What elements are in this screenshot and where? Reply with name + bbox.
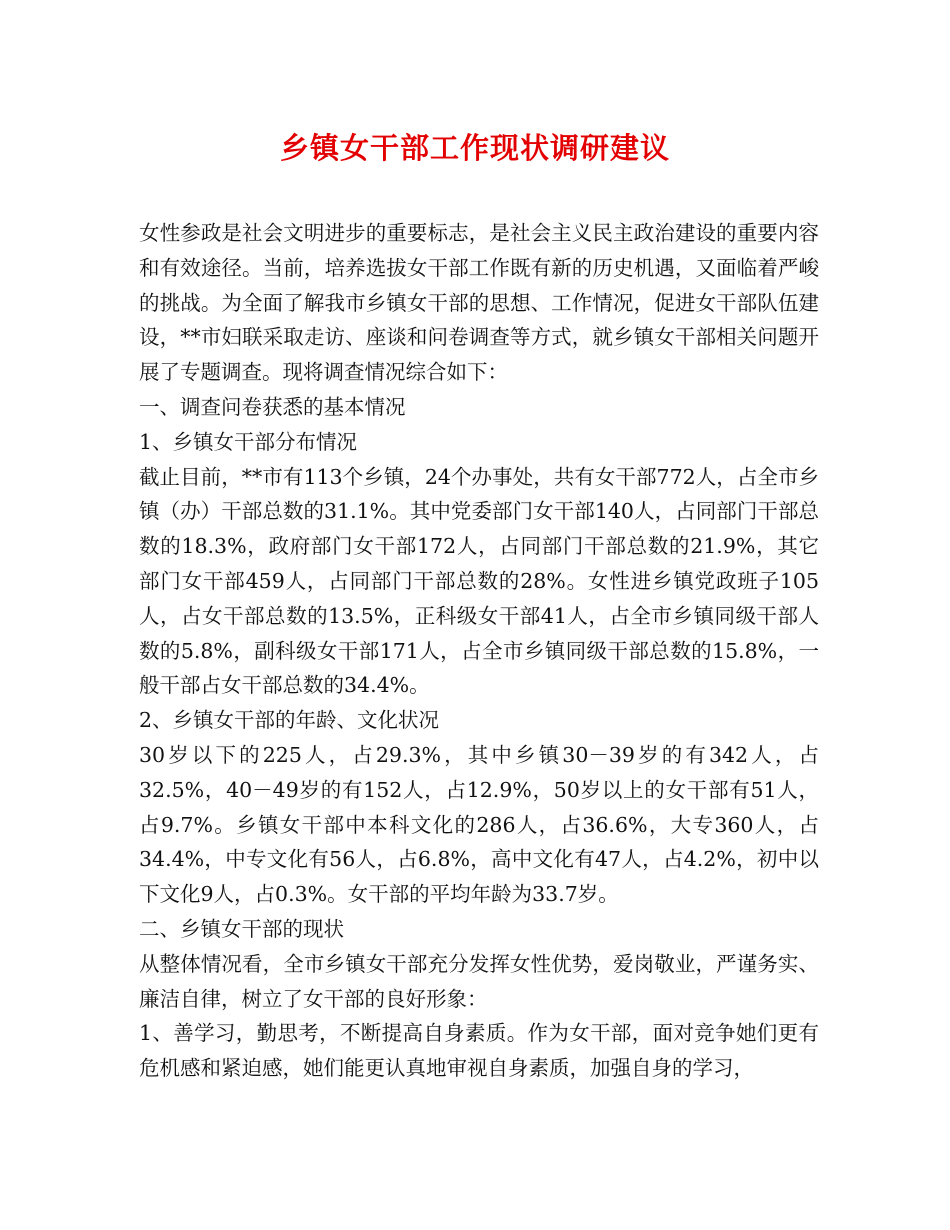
- subsection-heading-1-1: 1、乡镇女干部分布情况: [139, 429, 358, 454]
- age-education-paragraph: 30岁以下的225人，占29.3%，其中乡镇30－39岁的有342人，占32.5%，40－49岁的有152人，占12.9%，50岁以上的女干部有51人，占9.7%。乡镇女干部中本科文化的286人，占36.6%，大专360人，占34.4%，中专文化有56人，占6.8%，高中文化有47人，占4.2%，初中以下文化9人，占0.3%。女干部的平均年龄为33.7岁。: [139, 742, 819, 907]
- document-title: 乡镇女干部工作现状调研建议: [279, 131, 670, 165]
- distribution-paragraph: 截止目前，**市有113个乡镇，24个办事处，共有女干部772人，占全市乡镇（办）干部总数的31.1%。其中党委部门女干部140人，占同部门干部总数的18.3%，政府部门女干部172人，占同部门干部总数的21.9%，其它部门女干部459人，占同部门干部总数的28%。女性进乡镇党政班子105人，占女干部总数的13.5%，正科级女干部41人，占全市乡镇同级干部人数的5.8%，副科级女干部171人，占全市乡镇同级干部总数的15.8%，一般干部占女干部总数的34.4%。: [139, 464, 819, 698]
- section-heading-2: 二、乡镇女干部的现状: [139, 916, 344, 941]
- learning-paragraph: 1、善学习，勤思考，不断提高自身素质。作为女干部，面对竞争她们更有危机感和紧迫感，她们能更认真地审视自身素质，加强自身的学习，: [139, 1021, 819, 1081]
- overview-paragraph: 从整体情况看，全市乡镇女干部充分发挥女性优势，爱岗敬业，严谨务实、廉洁自律，树立了女干部的良好形象：: [139, 951, 819, 1011]
- subsection-heading-1-2: 2、乡镇女干部的年龄、文化状况: [139, 708, 440, 733]
- intro-paragraph: 女性参政是社会文明进步的重要标志，是社会主义民主政治建设的重要内容和有效途径。当前，培养选拔女干部工作既有新的历史机遇，又面临着严峻的挑战。为全面了解我市乡镇女干部的思想、工作情况，促进女干部队伍建设，**市妇联采取走访、座谈和问卷调查等方式，就乡镇女干部相关问题开展了专题调查。现将调查情况综合如下：: [139, 221, 819, 385]
- document-body: [139, 216, 819, 1086]
- section-heading-1: 一、调查问卷获悉的基本情况: [139, 394, 406, 419]
